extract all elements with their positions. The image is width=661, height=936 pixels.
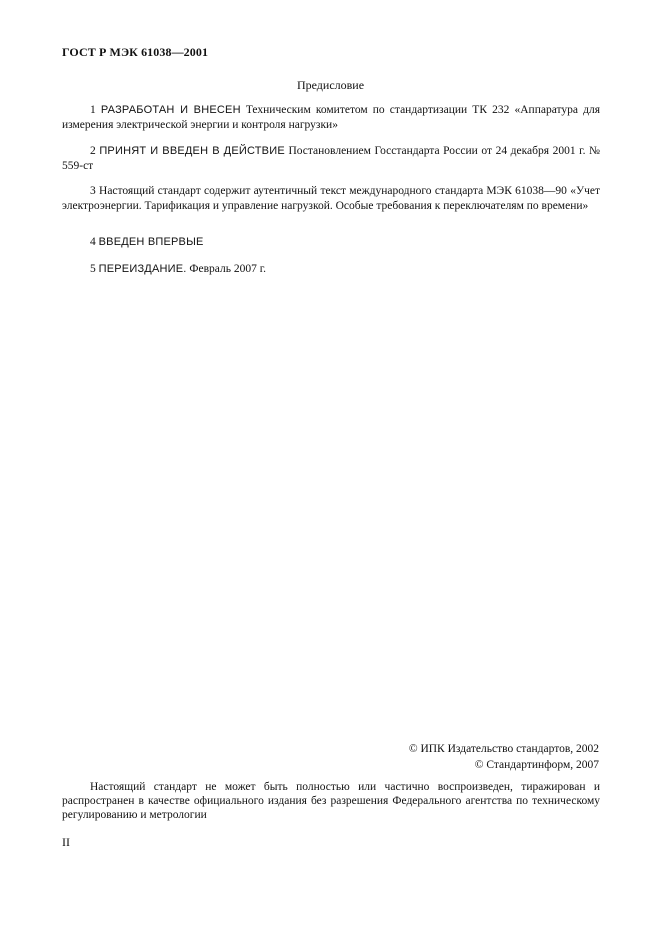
page-number: II (62, 835, 70, 849)
item-number: 4 (90, 236, 96, 248)
section-title: Предисловие (296, 78, 365, 92)
item-text: Постановлением Госстандарта России от 24 декабря 2001 г. № 559-ст (62, 145, 600, 172)
item-caps-label: ВВЕДЕН ВПЕРВЫЕ (98, 236, 204, 248)
notice-text: Настоящий стандарт не может быть полностью или частично воспроизведен, тиражирован и распространен в качестве официального издания без разрешения Федерального агентства по техническому регулированию и метрологии (62, 781, 600, 821)
item-number: 1 (90, 104, 96, 116)
item-number: 2 (90, 145, 96, 157)
item-text: Техническим комитетом по стандартизации ТК 232 «Аппаратура для измерения электрической энергии и контроля нагрузки» (62, 104, 600, 131)
item-number: 5 (90, 263, 96, 275)
preface-item-2 (62, 144, 600, 174)
item-caps-label: РАЗРАБОТАН И ВНЕСЕН (100, 104, 241, 116)
copyright-line-1: © ИПК Издательство стандартов, 2002 (408, 743, 599, 755)
preface-item-5 (62, 262, 600, 277)
item-text: Настоящий стандарт содержит аутентичный текст международного стандарта МЭК 61038—90 «Учет электроэнергии. Тарификация и управление нагрузкой. Особые требования к переключателям по времени» (62, 185, 600, 212)
preface-item-1 (62, 103, 600, 133)
item-text: Февраль 2007 г. (189, 263, 267, 275)
copyright-line-2: © Стандартинформ, 2007 (474, 759, 599, 771)
preface-item-4 (62, 235, 600, 250)
item-caps-label: ПРИНЯТ И ВВЕДЕН В ДЕЙСТВИЕ (99, 145, 285, 157)
item-number: 3 (90, 185, 96, 197)
preface-item-3 (62, 184, 600, 214)
item-caps-label: ПЕРЕИЗДАНИЕ. (98, 263, 187, 275)
reproduction-notice (62, 780, 600, 822)
copyright-block (409, 741, 599, 773)
document-code-header: ГОСТ Р МЭК 61038—2001 (62, 45, 209, 59)
